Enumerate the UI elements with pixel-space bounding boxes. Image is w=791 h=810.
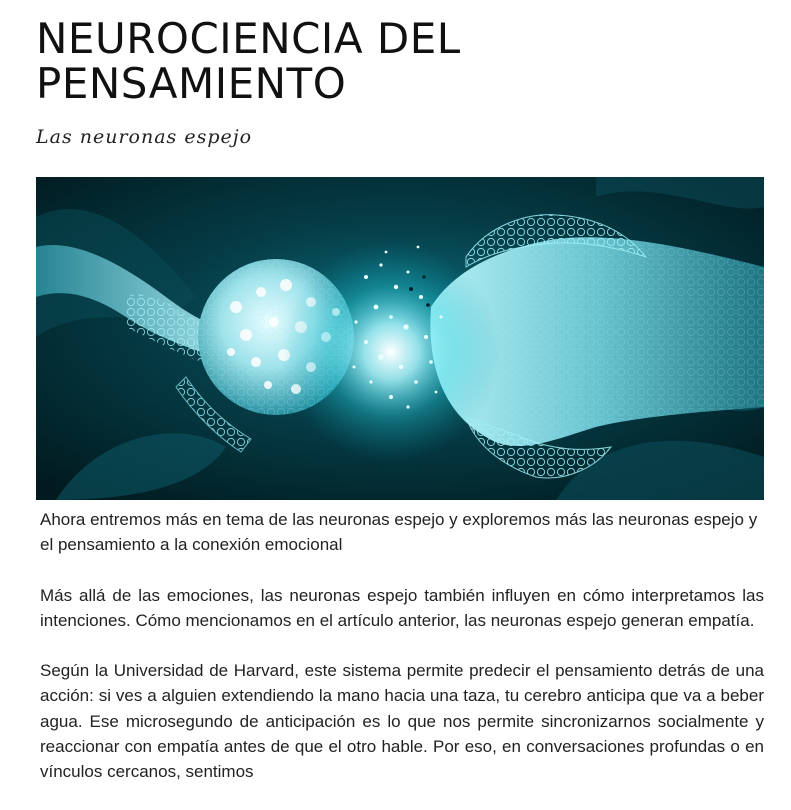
page-title: NEUROCIENCIA DEL PENSAMIENTO bbox=[36, 14, 461, 108]
paragraph: Más allá de las emociones, las neuronas espejo también influyen en cómo interpretamos las intenciones. Cómo mencionamos en el artículo anterior, las neuronas espejo generan empatía. bbox=[40, 585, 764, 630]
paragraph: Según la Universidad de Harvard, este sistema permite predecir el pensamiento detrás de una acción: si ves a alguien extendiendo la mano hacia una taza, tu cerebro anticipa que va a beber agua. Ese microsegundo de anticipación es lo que nos permite sincronizarnos socialmente y reaccionar con empatía antes de que el otro hable. Por eso, en conversaciones profundas o en vínculos cercanos, sentimos bbox=[40, 661, 764, 782]
page-subtitle: Las neuronas espejo bbox=[36, 126, 253, 148]
article-body bbox=[40, 507, 764, 810]
article bbox=[36, 0, 764, 782]
hero-image bbox=[36, 177, 764, 500]
neuron-synapse-illustration-icon bbox=[36, 177, 764, 500]
paragraph: Ahora entremos más en tema de las neuronas espejo y exploremos más las neuronas espejo y el pensamiento a la conexión emocional bbox=[40, 510, 758, 555]
